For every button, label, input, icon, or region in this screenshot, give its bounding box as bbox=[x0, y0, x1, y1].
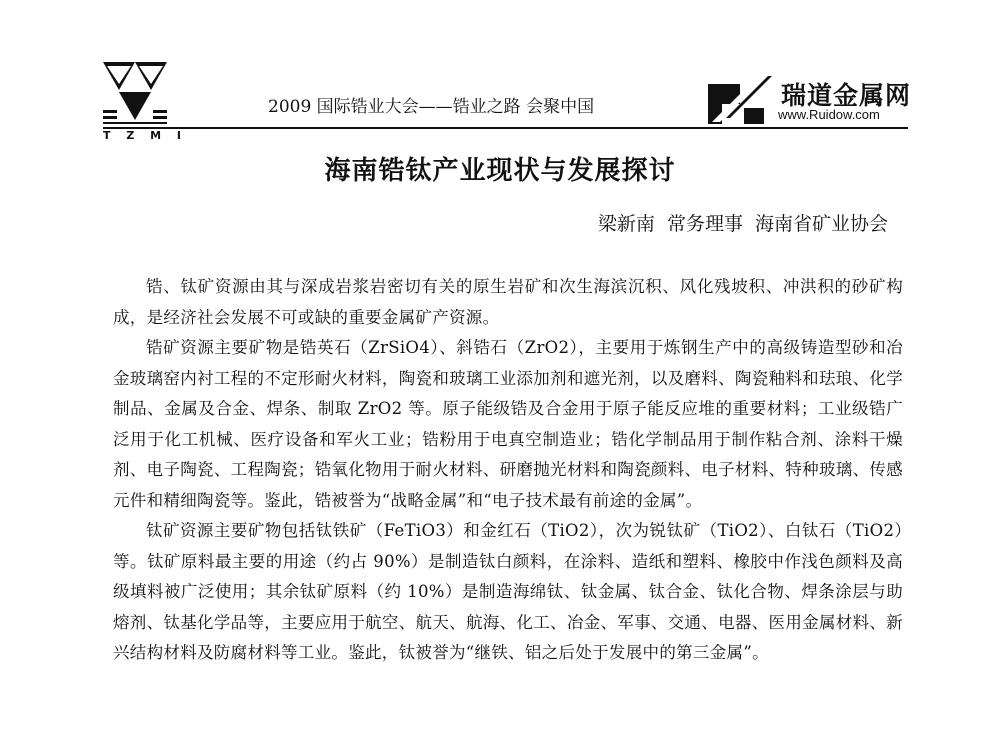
conference-title: 2009 国际锆业大会——锆业之路 会聚中国 bbox=[268, 97, 595, 117]
tzmi-logo-icon bbox=[103, 62, 167, 126]
article-body bbox=[113, 272, 903, 669]
paragraph-1: 锆、钛矿资源由其与深成岩浆岩密切有关的原生岩矿和次生海滨沉积、风化残坡积、冲洪积的砂矿构成，是经济社会发展不可或缺的重要金属矿产资源。 bbox=[113, 277, 903, 327]
brand-url: www.Ruidow.com bbox=[778, 107, 880, 122]
ruidow-logo bbox=[706, 74, 912, 126]
paragraph-2: 锆矿资源主要矿物是锆英石（ZrSiO4）、斜锆石（ZrO2），主要用于炼钢生产中的高级铸造型砂和冶金玻璃窑内衬工程的不定形耐火材料，陶瓷和玻璃工业添加剂和遮光剂，以及磨料、陶瓷釉料和珐琅、化学制品、金属及合金、焊条、制取 ZrO2 等。原子能级锆及合金用于原子能反应堆的重要材料；工业级锆广泛用于化工机械、医疗设备和军火工业；锆粉用于电真空制造业；锆化学制品用于制作粘合剂、涂料干燥剂、电子陶瓷、工程陶瓷；锆氧化物用于耐火材料、研磨抛光材料和陶瓷颜料、电子材料、特种玻璃、传感元件和精细陶瓷等。鉴此，锆被誉为“战略金属”和“电子技术最有前途的金属”。 bbox=[113, 338, 903, 510]
header-divider bbox=[103, 127, 908, 129]
article-title: 海南锆钛产业现状与发展探讨 bbox=[324, 156, 676, 186]
article-byline: 梁新南 常务理事 海南省矿业协会 bbox=[597, 213, 888, 235]
brand-name: 瑞道金属网 bbox=[781, 81, 912, 110]
ruidow-logo-icon bbox=[706, 74, 776, 126]
paragraph-3: 钛矿资源主要矿物包括钛铁矿（FeTiO3）和金红石（TiO2），次为锐钛矿（TiO2）、白钛石（TiO2）等。钛矿原料最主要的用途（约占 90%）是制造钛白颜料，在涂料、造纸和塑料、橡胶中作浅色颜料及高级填料被广泛使用；其余钛矿原料（约 10%）是制造海绵钛、钛金属、钛合金、钛化合物、焊条涂层与助熔剂、钛基化学品等，主要应用于航空、航天、航海、化工、冶金、军事、交通、电器、医用金属材料、新兴结构材料及防腐材料等工业。鉴此，钛被誉为“继铁、铝之后处于发展中的第三金属”。 bbox=[113, 521, 903, 662]
tzmi-logo-text: T Z M I bbox=[103, 129, 188, 142]
tzmi-logo bbox=[103, 62, 188, 144]
